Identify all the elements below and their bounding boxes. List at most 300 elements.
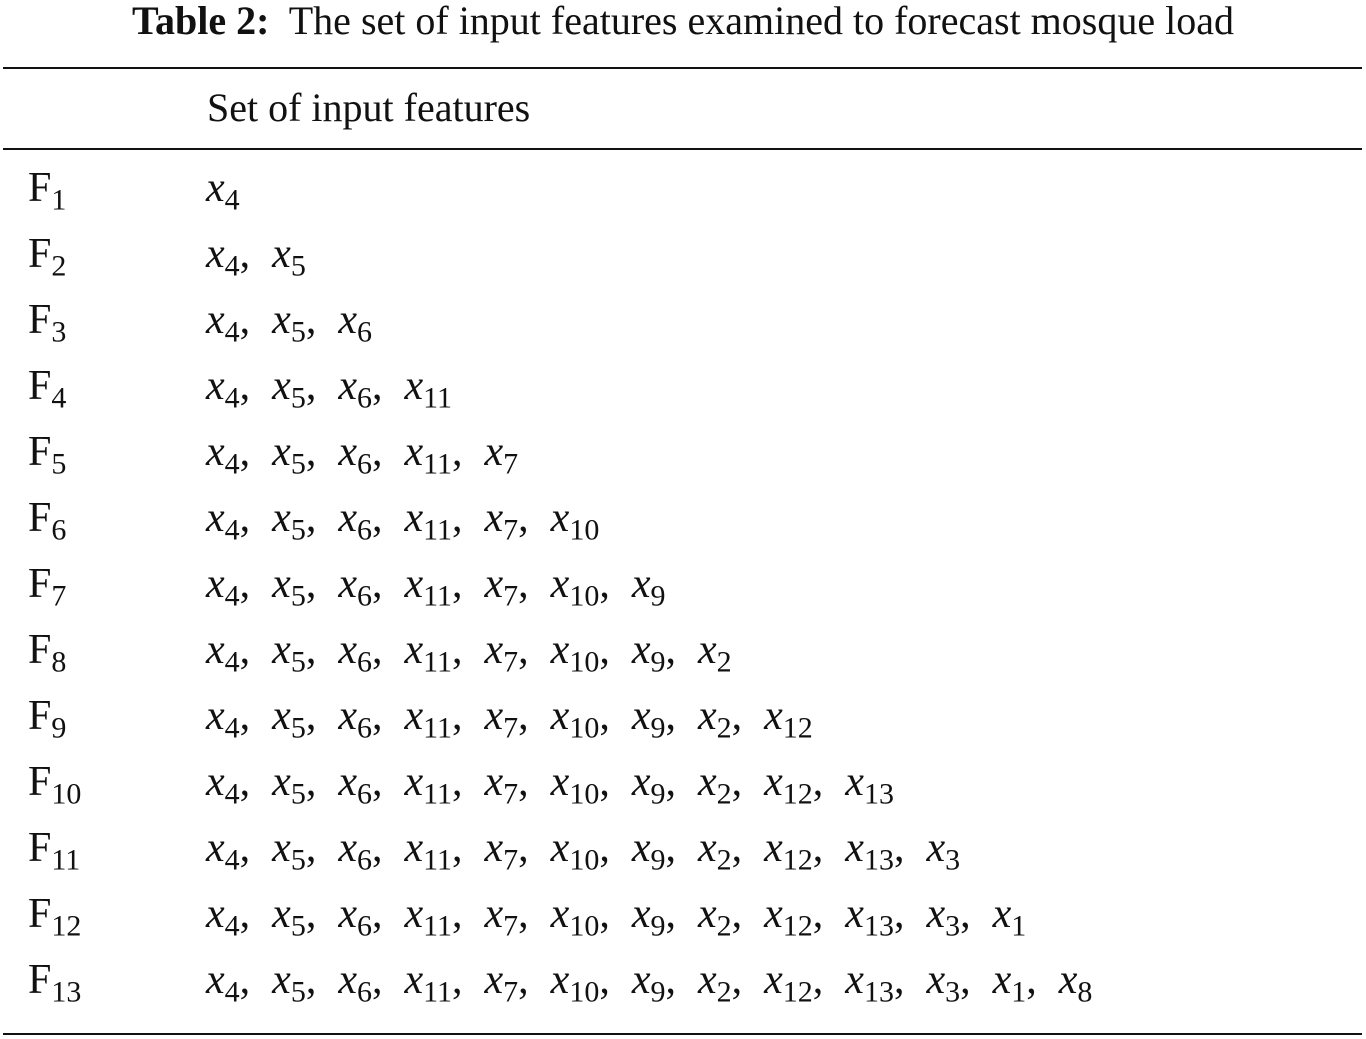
feature-variable <box>206 363 240 415</box>
variable-index: 7 <box>503 777 519 811</box>
feature-variable <box>272 693 306 745</box>
row-label <box>28 560 67 613</box>
variable-symbol: x <box>550 825 570 871</box>
feature-variable <box>631 627 666 679</box>
feature-variable <box>484 825 519 877</box>
feature-separator: , <box>518 759 529 805</box>
variable-symbol: x <box>484 693 504 739</box>
row-label-index: 5 <box>51 447 67 481</box>
variable-index: 10 <box>569 975 600 1009</box>
variable-index: 10 <box>569 513 600 547</box>
variable-index: 6 <box>356 711 372 745</box>
variable-symbol: x <box>550 957 570 1003</box>
feature-separator: , <box>599 759 610 805</box>
feature-variable <box>550 561 600 613</box>
variable-index: 12 <box>782 777 813 811</box>
variable-symbol: x <box>926 825 946 871</box>
variable-symbol: x <box>484 891 504 937</box>
variable-index: 7 <box>503 447 519 481</box>
caption-text: The set of input features examined to forecast mosque load <box>288 0 1234 43</box>
table-top-rule <box>3 67 1362 69</box>
feature-list <box>206 758 894 811</box>
variable-symbol: x <box>697 825 717 871</box>
variable-symbol: x <box>272 561 291 607</box>
feature-variable <box>550 825 600 877</box>
feature-separator: , <box>812 759 824 805</box>
feature-variable <box>206 825 240 877</box>
feature-variable <box>697 957 732 1009</box>
feature-variable <box>272 495 306 547</box>
feature-variable <box>206 561 240 613</box>
variable-symbol: x <box>206 495 225 541</box>
variable-symbol: x <box>404 825 424 871</box>
feature-separator: , <box>518 891 529 937</box>
feature-variable <box>926 825 961 877</box>
feature-variable <box>550 627 600 679</box>
feature-variable <box>845 957 894 1009</box>
variable-index: 4 <box>224 777 240 811</box>
variable-symbol: x <box>338 363 357 409</box>
feature-separator: , <box>731 759 743 805</box>
variable-symbol: x <box>206 561 225 607</box>
feature-list <box>206 494 600 547</box>
table-row <box>0 358 1366 424</box>
feature-variable <box>764 891 813 943</box>
variable-index: 6 <box>356 777 372 811</box>
row-label <box>28 626 67 679</box>
feature-variable <box>338 297 372 349</box>
feature-separator: , <box>305 363 317 409</box>
variable-symbol: x <box>404 693 424 739</box>
feature-separator: , <box>305 627 317 673</box>
feature-variable <box>697 693 732 745</box>
variable-index: 11 <box>423 381 453 415</box>
variable-index: 7 <box>503 909 519 943</box>
variable-index: 9 <box>650 843 666 877</box>
variable-symbol: x <box>272 957 291 1003</box>
feature-list <box>206 362 453 415</box>
feature-separator: , <box>960 957 971 1003</box>
variable-symbol: x <box>484 495 504 541</box>
table-row <box>0 556 1366 622</box>
feature-variable <box>550 891 600 943</box>
variable-index: 3 <box>945 843 961 877</box>
feature-variable <box>404 891 453 943</box>
variable-index: 11 <box>423 447 453 481</box>
feature-separator: , <box>812 825 824 871</box>
feature-separator: , <box>518 627 529 673</box>
row-label <box>28 296 67 349</box>
table-bottom-rule <box>3 1033 1362 1035</box>
row-label-letter: F <box>28 759 52 805</box>
variable-index: 5 <box>290 909 306 943</box>
feature-variable <box>484 561 519 613</box>
table-body <box>0 160 1366 1018</box>
feature-separator: , <box>731 891 743 937</box>
feature-separator: , <box>452 759 463 805</box>
feature-separator: , <box>305 561 317 607</box>
feature-variable <box>926 891 961 943</box>
feature-separator: , <box>452 693 463 739</box>
row-label-index: 13 <box>51 975 82 1009</box>
variable-symbol: x <box>484 627 504 673</box>
feature-variable <box>484 627 519 679</box>
feature-separator: , <box>452 561 463 607</box>
variable-symbol: x <box>206 165 225 211</box>
table-row <box>0 490 1366 556</box>
variable-symbol: x <box>206 627 225 673</box>
variable-index: 1 <box>1011 975 1027 1009</box>
variable-index: 11 <box>423 645 453 679</box>
feature-separator: , <box>371 363 383 409</box>
feature-separator: , <box>812 957 824 1003</box>
variable-index: 4 <box>224 909 240 943</box>
variable-index: 10 <box>569 777 600 811</box>
variable-symbol: x <box>404 561 424 607</box>
feature-variable <box>404 825 453 877</box>
row-label-index: 8 <box>51 645 67 679</box>
feature-variable <box>272 297 306 349</box>
variable-symbol: x <box>272 495 291 541</box>
feature-separator: , <box>239 759 251 805</box>
feature-variable <box>206 759 240 811</box>
row-label <box>28 494 67 547</box>
feature-variable <box>338 429 372 481</box>
variable-index: 4 <box>224 381 240 415</box>
variable-symbol: x <box>845 759 864 805</box>
feature-variable <box>338 693 372 745</box>
variable-index: 2 <box>716 975 732 1009</box>
feature-variable <box>484 495 519 547</box>
feature-separator: , <box>305 693 317 739</box>
variable-symbol: x <box>764 759 783 805</box>
feature-list <box>206 692 813 745</box>
feature-separator: , <box>452 495 463 541</box>
table-row <box>0 886 1366 952</box>
variable-symbol: x <box>992 891 1012 937</box>
variable-symbol: x <box>404 759 424 805</box>
feature-separator: , <box>239 561 251 607</box>
feature-separator: , <box>599 561 610 607</box>
row-label-letter: F <box>28 561 52 607</box>
row-label-letter: F <box>28 891 52 937</box>
variable-symbol: x <box>631 825 651 871</box>
variable-index: 5 <box>290 381 306 415</box>
variable-symbol: x <box>206 825 225 871</box>
feature-variable <box>404 363 453 415</box>
variable-symbol: x <box>764 957 783 1003</box>
variable-index: 10 <box>569 711 600 745</box>
variable-symbol: x <box>206 957 225 1003</box>
row-label <box>28 164 67 217</box>
feature-separator: , <box>731 693 743 739</box>
feature-separator: , <box>1026 957 1037 1003</box>
feature-variable <box>926 957 961 1009</box>
feature-variable <box>550 759 600 811</box>
variable-index: 7 <box>503 843 519 877</box>
feature-separator: , <box>893 891 905 937</box>
variable-index: 6 <box>356 909 372 943</box>
variable-index: 13 <box>863 777 894 811</box>
feature-separator: , <box>599 693 610 739</box>
variable-index: 2 <box>716 777 732 811</box>
feature-variable <box>272 363 306 415</box>
row-label <box>28 692 67 745</box>
feature-separator: , <box>239 363 251 409</box>
feature-variable <box>404 429 453 481</box>
variable-index: 4 <box>224 645 240 679</box>
variable-symbol: x <box>206 759 225 805</box>
row-label-index: 12 <box>51 909 82 943</box>
row-label-index: 2 <box>51 249 67 283</box>
feature-separator: , <box>239 891 251 937</box>
variable-symbol: x <box>338 429 357 475</box>
variable-symbol: x <box>338 297 357 343</box>
row-label-letter: F <box>28 495 52 541</box>
feature-variable <box>764 693 813 745</box>
feature-separator: , <box>665 891 676 937</box>
feature-variable <box>206 297 240 349</box>
variable-symbol: x <box>206 693 225 739</box>
variable-index: 5 <box>290 975 306 1009</box>
variable-symbol: x <box>206 231 225 277</box>
feature-variable <box>484 693 519 745</box>
variable-index: 5 <box>290 249 306 283</box>
variable-index: 4 <box>224 579 240 613</box>
row-label <box>28 890 82 943</box>
variable-symbol: x <box>697 627 717 673</box>
variable-index: 9 <box>650 711 666 745</box>
feature-variable <box>404 957 453 1009</box>
variable-index: 12 <box>782 909 813 943</box>
variable-symbol: x <box>550 627 570 673</box>
variable-index: 11 <box>423 579 453 613</box>
variable-symbol: x <box>992 957 1012 1003</box>
feature-separator: , <box>518 561 529 607</box>
variable-index: 6 <box>356 975 372 1009</box>
variable-symbol: x <box>404 495 424 541</box>
feature-separator: , <box>452 825 463 871</box>
variable-index: 5 <box>290 579 306 613</box>
variable-index: 5 <box>290 777 306 811</box>
variable-symbol: x <box>404 891 424 937</box>
feature-variable <box>206 165 240 217</box>
feature-variable <box>845 759 894 811</box>
row-label-letter: F <box>28 231 52 277</box>
feature-variable <box>764 825 813 877</box>
variable-index: 5 <box>290 447 306 481</box>
row-label-letter: F <box>28 429 52 475</box>
feature-variable <box>550 957 600 1009</box>
variable-symbol: x <box>272 693 291 739</box>
feature-variable <box>272 627 306 679</box>
feature-variable <box>206 429 240 481</box>
variable-index: 4 <box>224 447 240 481</box>
variable-index: 10 <box>569 645 600 679</box>
feature-variable <box>206 693 240 745</box>
variable-index: 4 <box>224 843 240 877</box>
variable-symbol: x <box>272 825 291 871</box>
feature-variable <box>206 957 240 1009</box>
variable-symbol: x <box>404 429 424 475</box>
variable-index: 3 <box>945 975 961 1009</box>
feature-variable <box>272 231 306 283</box>
variable-index: 9 <box>650 645 666 679</box>
feature-separator: , <box>371 495 383 541</box>
variable-symbol: x <box>764 693 783 739</box>
variable-index: 2 <box>716 843 732 877</box>
variable-index: 11 <box>423 843 453 877</box>
column-header-features: Set of input features <box>207 85 531 130</box>
variable-symbol: x <box>697 957 717 1003</box>
variable-index: 12 <box>782 711 813 745</box>
variable-symbol: x <box>764 891 783 937</box>
feature-separator: , <box>239 825 251 871</box>
table-row <box>0 160 1366 226</box>
table-row <box>0 292 1366 358</box>
feature-separator: , <box>599 957 610 1003</box>
feature-variable <box>845 825 894 877</box>
variable-symbol: x <box>272 627 291 673</box>
feature-variable <box>697 891 732 943</box>
variable-symbol: x <box>484 561 504 607</box>
variable-index: 11 <box>423 975 453 1009</box>
feature-variable <box>272 891 306 943</box>
variable-index: 12 <box>782 975 813 1009</box>
feature-separator: , <box>599 891 610 937</box>
variable-index: 7 <box>503 579 519 613</box>
variable-index: 11 <box>423 513 453 547</box>
feature-separator: , <box>305 825 317 871</box>
feature-variable <box>206 627 240 679</box>
table-row <box>0 226 1366 292</box>
variable-symbol: x <box>845 891 864 937</box>
feature-variable <box>206 495 240 547</box>
feature-variable <box>338 495 372 547</box>
variable-symbol: x <box>550 693 570 739</box>
feature-variable <box>206 891 240 943</box>
feature-separator: , <box>305 429 317 475</box>
variable-index: 7 <box>503 711 519 745</box>
variable-index: 2 <box>716 909 732 943</box>
variable-symbol: x <box>1058 957 1078 1003</box>
feature-separator: , <box>371 561 383 607</box>
feature-variable <box>272 759 306 811</box>
row-label-index: 4 <box>51 381 67 415</box>
row-label-index: 11 <box>51 843 81 877</box>
variable-index: 11 <box>423 777 453 811</box>
variable-symbol: x <box>206 297 225 343</box>
variable-symbol: x <box>845 825 864 871</box>
variable-index: 10 <box>569 843 600 877</box>
feature-separator: , <box>371 693 383 739</box>
variable-index: 6 <box>356 381 372 415</box>
variable-symbol: x <box>484 825 504 871</box>
variable-index: 9 <box>650 975 666 1009</box>
row-label <box>28 428 67 481</box>
feature-variable <box>631 891 666 943</box>
feature-variable <box>550 495 600 547</box>
variable-index: 5 <box>290 645 306 679</box>
variable-index: 6 <box>356 447 372 481</box>
feature-separator: , <box>731 957 743 1003</box>
row-label-index: 1 <box>51 183 67 217</box>
feature-variable <box>1058 957 1093 1009</box>
feature-variable <box>338 825 372 877</box>
row-label <box>28 824 81 877</box>
variable-symbol: x <box>272 297 291 343</box>
feature-separator: , <box>518 957 529 1003</box>
variable-index: 5 <box>290 315 306 349</box>
variable-index: 7 <box>503 645 519 679</box>
feature-separator: , <box>452 891 463 937</box>
feature-separator: , <box>239 957 251 1003</box>
variable-index: 6 <box>356 315 372 349</box>
variable-index: 8 <box>1077 975 1093 1009</box>
row-label-letter: F <box>28 297 52 343</box>
row-label-letter: F <box>28 693 52 739</box>
variable-index: 2 <box>716 711 732 745</box>
feature-separator: , <box>731 825 743 871</box>
variable-index: 7 <box>503 513 519 547</box>
feature-variable <box>338 363 372 415</box>
variable-symbol: x <box>206 429 225 475</box>
variable-symbol: x <box>206 891 225 937</box>
table-row <box>0 424 1366 490</box>
variable-symbol: x <box>926 891 946 937</box>
feature-separator: , <box>452 627 463 673</box>
variable-index: 9 <box>650 909 666 943</box>
variable-symbol: x <box>631 759 651 805</box>
variable-symbol: x <box>404 627 424 673</box>
feature-separator: , <box>893 825 905 871</box>
feature-variable <box>272 561 306 613</box>
variable-symbol: x <box>484 759 504 805</box>
feature-separator: , <box>239 231 251 277</box>
feature-separator: , <box>893 957 905 1003</box>
row-label <box>28 758 82 811</box>
feature-separator: , <box>239 297 251 343</box>
variable-symbol: x <box>550 891 570 937</box>
variable-index: 11 <box>423 711 453 745</box>
variable-index: 6 <box>356 645 372 679</box>
table-row <box>0 688 1366 754</box>
feature-separator: , <box>599 825 610 871</box>
feature-variable <box>697 627 732 679</box>
variable-symbol: x <box>206 363 225 409</box>
variable-index: 4 <box>224 711 240 745</box>
feature-separator: , <box>452 429 463 475</box>
feature-variable <box>845 891 894 943</box>
variable-index: 3 <box>945 909 961 943</box>
row-label-letter: F <box>28 957 52 1003</box>
variable-symbol: x <box>404 957 424 1003</box>
variable-symbol: x <box>338 495 357 541</box>
row-label <box>28 956 82 1009</box>
row-label-letter: F <box>28 825 52 871</box>
feature-separator: , <box>371 627 383 673</box>
table-row <box>0 622 1366 688</box>
variable-symbol: x <box>631 627 651 673</box>
variable-index: 12 <box>782 843 813 877</box>
variable-index: 13 <box>863 975 894 1009</box>
feature-variable <box>697 759 732 811</box>
feature-variable <box>484 957 519 1009</box>
variable-symbol: x <box>272 363 291 409</box>
table-header-rule <box>3 148 1362 150</box>
feature-list <box>206 230 306 283</box>
feature-separator: , <box>239 429 251 475</box>
